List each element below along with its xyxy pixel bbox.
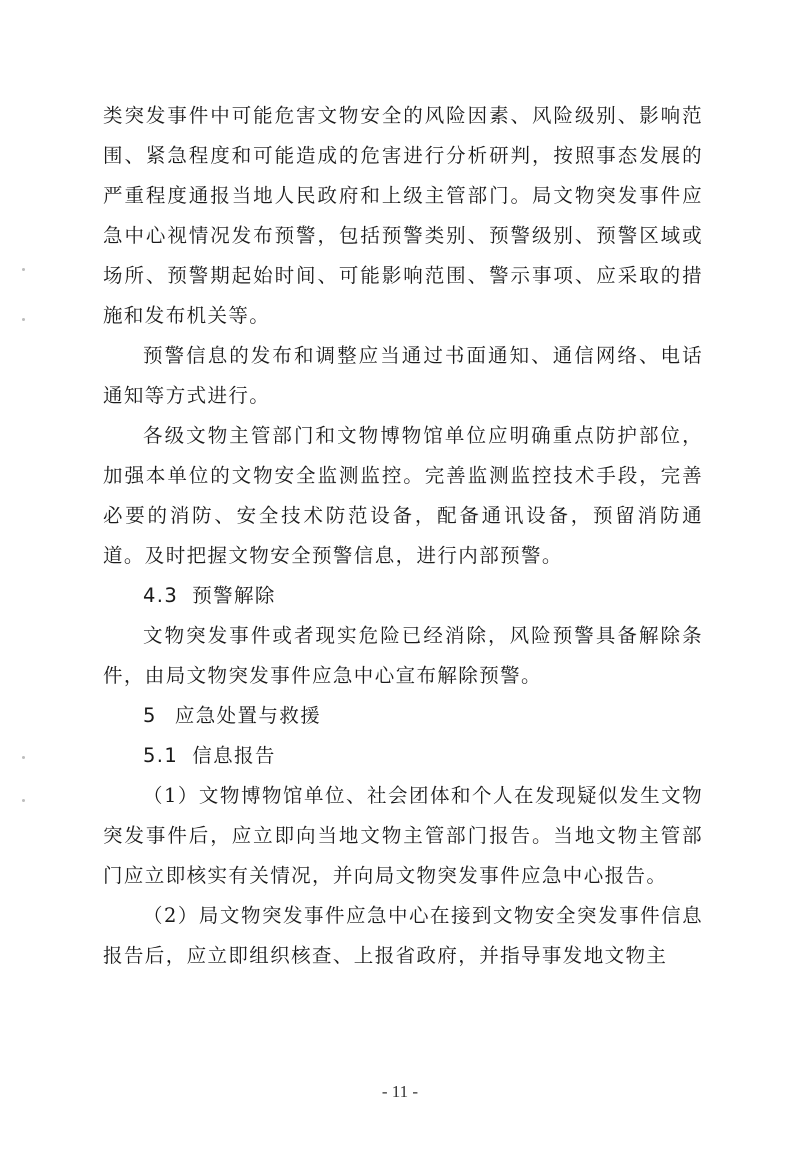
heading-title: 信息报告 xyxy=(192,744,276,767)
binding-mark xyxy=(22,318,25,321)
heading-number: 4.3 xyxy=(143,584,179,607)
binding-mark xyxy=(22,799,25,802)
document-body xyxy=(103,96,703,976)
binding-mark xyxy=(22,756,25,759)
paragraph-warning-channels: 预警信息的发布和调整应当通过书面通知、通信网络、电话通知等方式进行。 xyxy=(103,344,703,407)
binding-mark xyxy=(22,268,25,271)
paragraph-report-1: （1）文物博物馆单位、社会团体和个人在发现疑似发生文物突发事件后，应立即向当地文物主管部门报告。当地文物主管部门应立即核实有关情况，并向局文物突发事件应急中心报告。 xyxy=(103,784,703,887)
paragraph-warning-release: 类突发事件中可能危害文物安全的风险因素、风险级别、影响范围、紧急程度和可能造成的危害进行分析研判，按照事态发展的严重程度通报当地人民政府和上级主管部门。局文物突发事件应急中心视情况发布预警，包括预警类别、预警级别、预警区域或场所、预警期起始时间、可能影响范围、警示事项、应采取的措施和发布机关等。 xyxy=(103,104,703,327)
heading-title: 应急处置与救援 xyxy=(174,704,322,727)
heading-5 xyxy=(103,696,703,736)
heading-number: 5.1 xyxy=(143,744,179,767)
heading-4-3 xyxy=(103,576,703,616)
paragraph-monitoring: 各级文物主管部门和文物博物馆单位应明确重点防护部位，加强本单位的文物安全监测监控。完善监测监控技术手段，完善必要的消防、安全技术防范设备，配备通讯设备，预留消防通道。及时把握文物安全预警信息，进行内部预警。 xyxy=(103,424,703,567)
paragraph-warning-lift: 文物突发事件或者现实危险已经消除，风险预警具备解除条件，由局文物突发事件应急中心宣布解除预警。 xyxy=(103,624,703,687)
paragraph-report-2: （2）局文物突发事件应急中心在接到文物安全突发事件信息报告后，应立即组织核查、上报省政府，并指导事发地文物主 xyxy=(103,904,703,967)
heading-title: 预警解除 xyxy=(192,584,276,607)
heading-number: 5 xyxy=(143,704,157,727)
heading-5-1 xyxy=(103,736,703,776)
page-number: - 11 - xyxy=(381,1082,419,1101)
